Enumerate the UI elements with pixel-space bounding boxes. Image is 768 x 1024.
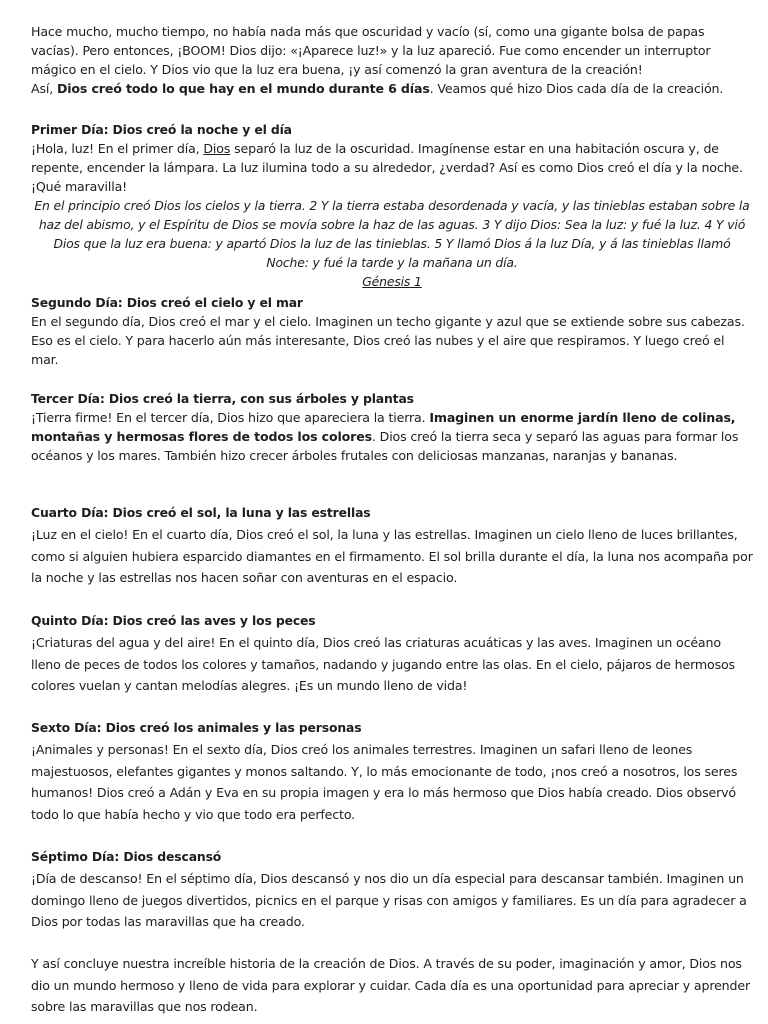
day5-text: ¡Criaturas del agua y del aire! En el quinto día, Dios creó las criaturas acuáticas y las aves. Imaginen un océano lleno de peces de todos los colores y tamaños, nadando y jugando entre las olas. En el cielo, pájaros de hermosos colores vuelan y cantan melodías alegres. ¡Es un mundo lleno de vida! [31, 635, 735, 693]
day1-text [31, 139, 753, 196]
day5-section [31, 611, 753, 697]
day4-text: ¡Luz en el cielo! En el cuarto día, Dios creó el sol, la luna y las estrellas. Imaginen un cielo lleno de luces brillantes, como si alguien hubiera esparcido diamantes en el firmamento. El sol brilla durante el día, la luna nos acompaña por la noche y las estrellas nos hacen soñar con aventuras en el espacio. [31, 527, 753, 585]
day7-heading: Séptimo Día: Dios descansó [31, 849, 222, 864]
day6-heading: Sexto Día: Dios creó los animales y las personas [31, 720, 362, 735]
day3-text-start: ¡Tierra firme! En el tercer día, Dios hizo que apareciera la tierra. [31, 410, 430, 425]
day3-text-end: . Dios creó la tierra seca y separó las aguas para formar los océanos y los mares. También hizo crecer árboles frutales con deliciosas manzanas, naranjas y bananas. [31, 429, 739, 463]
day2-heading: Segundo Día: Dios creó el cielo y el mar [31, 295, 303, 310]
intro-summary-emphasis: Dios creó todo lo que hay en el mundo durante 6 días [56, 81, 430, 96]
dios-link[interactable]: Dios [203, 141, 231, 156]
day1-text-end: separó la luz de la oscuridad. Imagínense estar en una habitación oscura y, de repente, encender la lámpara. La luz ilumina todo a su alrededor, ¿verdad? Así es como Dios creó el día y la noche. ¡Qué maravilla! [31, 141, 743, 194]
scripture-quote: En el principio creó Dios los cielos y la tierra. 2 Y la tierra estaba desordenada y vacía, y las tinieblas estaban sobre la haz del abismo, y el Espíritu de Dios se movía sobre la haz de las aguas. 3 Y dijo Dios: Sea la luz: y fué la luz. 4 Y vió Dios que la luz era buena: y apartó Dios la luz de las tinieblas. 5 Y llamó Dios á la luz Día, y á las tinieblas llamó Noche: y fué la tarde y la mañana un día. [34, 198, 750, 270]
day3-text-emphasis: Imaginen un enorme jardín lleno de colinas, montañas y hermosas flores de todos los colores [31, 410, 736, 444]
day7-section [31, 847, 753, 933]
day1-heading: Primer Día: Dios creó la noche y el día [31, 122, 292, 137]
day7-text: ¡Día de descanso! En el séptimo día, Dios descansó y nos dio un día especial para descansar también. Imaginen un domingo lleno de juegos divertidos, picnics en el parque y risas con amigos y familiares. Es un día para agradecer a Dios por todas las maravillas que ha creado. [31, 871, 747, 929]
day1-section [31, 120, 753, 291]
day4-heading: Cuarto Día: Dios creó el sol, la luna y las estrellas [31, 505, 371, 520]
day2-section [31, 293, 753, 369]
day3-section [31, 389, 753, 465]
intro-paragraph: Hace mucho, mucho tiempo, no había nada más que oscuridad y vacío (sí, como una gigante bolsa de papas vacías). Pero entonces, ¡BOOM! Dios dijo: «¡Aparece luz!» y la luz apareció. Fue como encender un interruptor mágico en el cielo. Y Dios vio que la luz era buena, ¡y así comenzó la gran aventura de la creación! [31, 24, 711, 77]
day4-section [31, 503, 753, 589]
intro-section [31, 22, 753, 98]
scripture-reference[interactable]: Génesis 1 [362, 274, 422, 289]
day3-heading: Tercer Día: Dios creó la tierra, con sus árboles y plantas [31, 391, 414, 406]
day6-text: ¡Animales y personas! En el sexto día, Dios creó los animales terrestres. Imaginen un safari lleno de leones majestuosos, elefantes gigantes y monos saltando. Y, lo más emocionante de todo, ¡nos creó a nosotros, los seres humanos! Dios creó a Adán y Eva en su propia imagen y era lo más hermoso que Dios había creado. Dios observó todo lo que había hecho y vio que todo era perfecto. [31, 742, 738, 822]
day2-text: En el segundo día, Dios creó el mar y el cielo. Imaginen un techo gigante y azul que se extiende sobre sus cabezas. Eso es el cielo. Y para hacerlo aún más interesante, Dios creó las nubes y el aire que respiramos. Y luego creó el mar. [31, 314, 745, 367]
intro-summary-start: Así, [31, 81, 57, 96]
day5-heading: Quinto Día: Dios creó las aves y los peces [31, 613, 316, 628]
intro-summary-end: . Veamos qué hizo Dios cada día de la creación. [429, 81, 724, 96]
day6-section [31, 718, 753, 825]
conclusion-text: Y así concluye nuestra increíble historia de la creación de Dios. A través de su poder, imaginación y amor, Dios nos dio un mundo hermoso y lleno de vida para explorar y cuidar. Cada día es una oportunidad para apreciar y aprender sobre las maravillas que nos rodean. [31, 956, 750, 1014]
day3-text [31, 408, 753, 465]
intro-summary [31, 79, 753, 98]
day1-text-start: ¡Hola, luz! En el primer día, [31, 141, 204, 156]
conclusion-section [31, 953, 753, 1018]
